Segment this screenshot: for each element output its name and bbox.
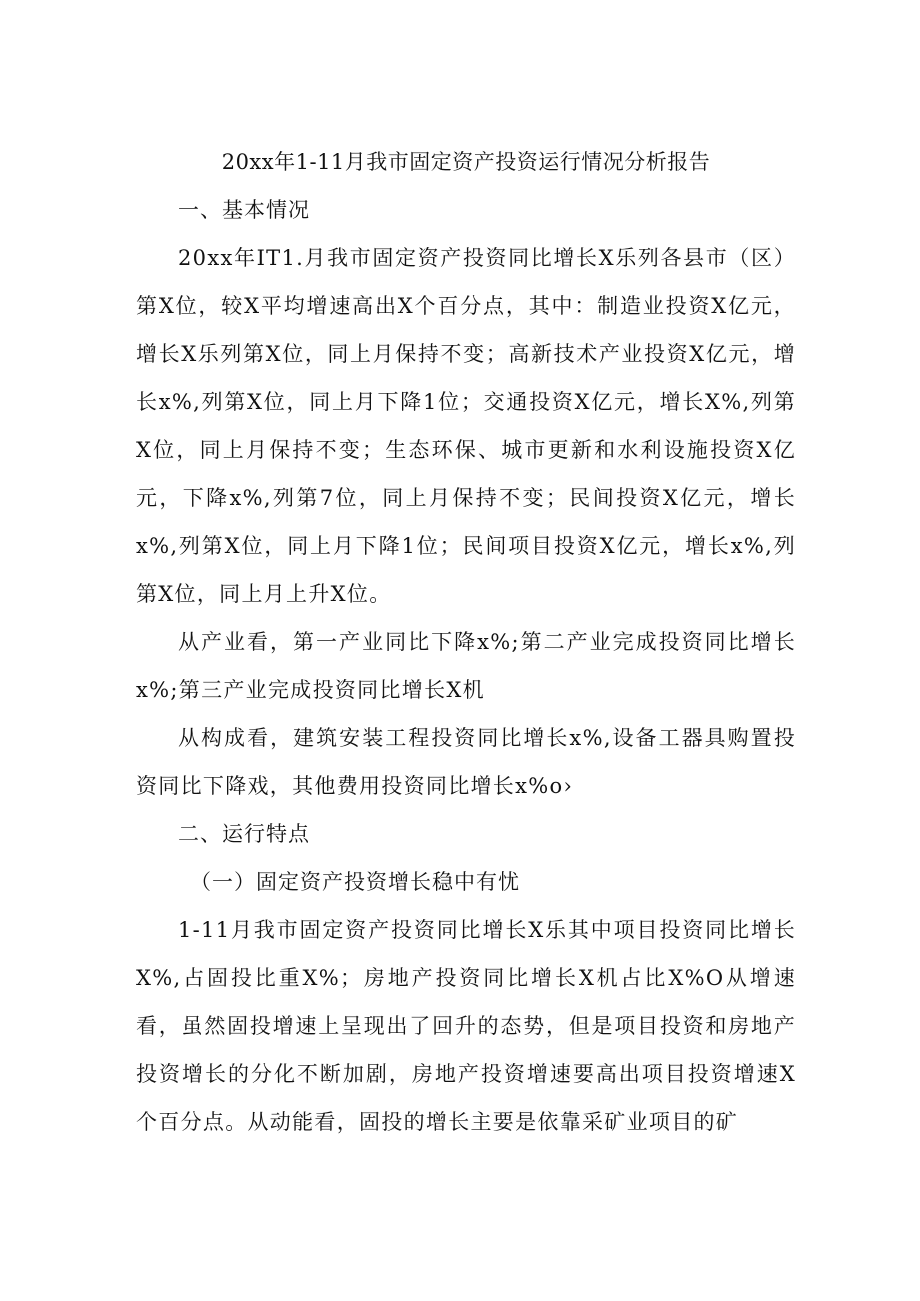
subsection-heading-growth: （一）固定资产投资增长稳中有忧 [190,870,520,894]
document-body [136,140,796,1146]
paragraph-industry: 从产业看，第一产业同比下降x%;第二产业完成投资同比增长x%;第三产业完成投资同比增长X机 [136,630,796,702]
section-heading-features: 二、运行特点 [178,822,310,846]
paragraph-overview: 20xx年IT1.月我市固定资产投资同比增长X乐列各县市（区）第X位，较X平均增速高出X个百分点，其中：制造业投资X亿元，增长X乐列第X位，同上月保持不变；高新技术产业投资X亿元，增长x%,列第X位，同上月下降1位；交通投资X亿元，增长X%,列第X位，同上月保持不变；生态环保、城市更新和水利设施投资X亿元，下降x%,列第7位，同上月保持不变；民间投资X亿元，增长x%,列第X位，同上月下降1位；民间项目投资X亿元，增长x%,列第X位，同上月上升X位。 [136,246,796,606]
section-heading-basic: 一、基本情况 [178,198,310,222]
paragraph-growth: 1-11月我市固定资产投资同比增长X乐其中项目投资同比增长X%,占固投比重X%；房地产投资同比增长X机占比X%O从增速看，虽然固投增速上呈现出了回升的态势，但是项目投资和房地产投资增长的分化不断加剧，房地产投资增速要高出项目投资增速X个百分点。从动能看，固投的增长主要是依靠采矿业项目的矿 [136,918,796,1134]
document-title: 20xx年1-11月我市固定资产投资运行情况分析报告 [221,150,711,174]
paragraph-composition: 从构成看，建筑安装工程投资同比增长x%,设备工器具购置投资同比下降戏，其他费用投资同比增长x%o› [136,726,796,798]
